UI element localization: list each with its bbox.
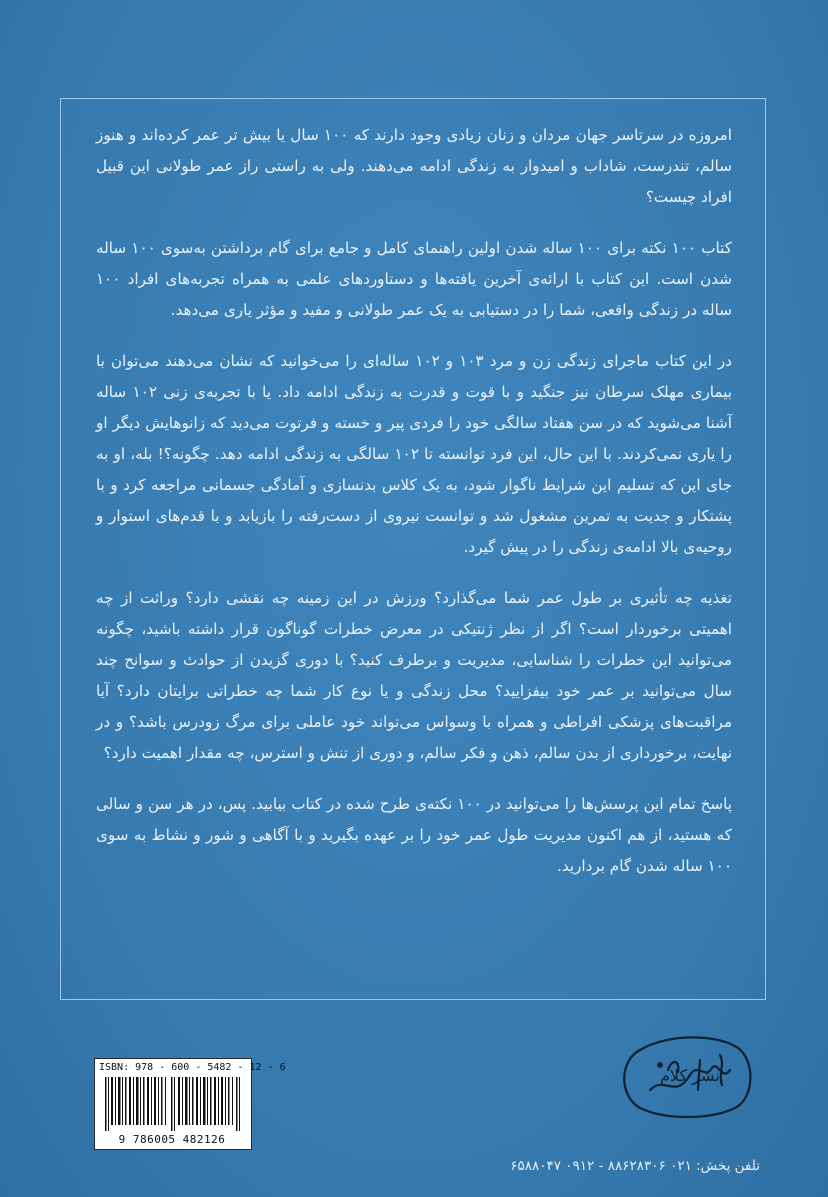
barcode-icon — [103, 1077, 243, 1131]
distribution-phone: تلفن پخش: ۰۲۱ ۸۸۶۲۸۳۰۶ - ۰۹۱۲ ۶۵۸۸۰۴۷ — [510, 1158, 760, 1174]
paragraph-4: تغذیه چه تأثیری بر طول عمر شما می‌گذارد؟ ورزش در این زمینه چه نقشی دارد؟ وراثت از چه اهمیتی برخوردار است؟ اگر از نظر ژنتیکی در معرض خطرات گوناگون قرار داشته باشید، چگونه می‌توانید این خطرات را شناسایی، مدیریت و برطرف کنید؟ با دوری گزیدن از حوادث و سوانح چند سال می‌توانید بر عمر خود بیفزایید؟ محل زندگی و یا نوع کار شما چه خطراتی برایتان دارد؟ آیا مراقبت‌های پزشکی افراطی و همراه با وسواس می‌تواند خود عاملی برای مرگ زودرس باشد؟ و در نهایت، برخورداری از بدن سالم، ذهن و فکر سالم، و دوری از تنش و استرس، چه مقدار اهمیت دارد؟ — [96, 589, 732, 762]
publisher-name: نشر کلام — [660, 1066, 720, 1085]
isbn-label: ISBN: 978 - 600 - 5482 - 12 - 6 — [99, 1062, 286, 1073]
paragraph-3: در این کتاب ماجرای زندگی زن و مرد ۱۰۳ و ۱۰۲ ساله‌ای را می‌خوانید که نشان می‌دهند می‌توان با بیماری مهلک سرطان نیز جنگید و با قوت و قدرت به زندگی ادامه داد. یا با تجربه‌ی زنی ۱۰۲ ساله آشنا می‌شوید که در سن هفتاد سالگی خود را فردی پیر و خسته و فرتوت می‌دید که زانوهایش دیگر او را یاری نمی‌کردند. با این حال، این فرد توانسته تا ۱۰۲ سالگی به زندگی ادامه دهد. چگونه؟! بله، او به جای این که تسلیم این شرایط ناگوار شود، به یک کلاس بدنسازی و آمادگی جسمانی مراجعه کرد و با پشتکار و جدیت به تمرین مشغول شد و توانست نیروی از دست‌رفته را بازیابد و با قدم‌های استوار و روحیه‌ی بالا ادامه‌ی زندگی را در پیش گیرد. — [96, 352, 733, 556]
paragraph-1: امروزه در سرتاسر جهان مردان و زنان زیادی وجود دارند که ۱۰۰ سال یا بیش تر عمر کرده‌اند و هنوز سالم، تندرست، شاداب و امیدوار به زندگی ادامه می‌دهند. ولی به راستی راز عمر طولانی این قبیل افراد چیست؟ — [96, 126, 732, 206]
isbn-digits: 9 786005 482126 — [118, 1133, 226, 1146]
paragraph-2: کتاب ۱۰۰ نکته برای ۱۰۰ ساله شدن اولین راهنمای کامل و جامع برای گام برداشتن به‌سوی ۱۰۰ ساله شدن است. این کتاب با ارائه‌ی آخرین یافته‌ها و دستاوردهای علمی به همراه تجربه‌های افراد ۱۰۰ ساله در زندگی واقعی، شما را در دستیابی به یک عمر طولانی و مفید و مؤثر یاری می‌دهد. — [96, 239, 732, 319]
back-cover-text — [96, 120, 732, 902]
isbn-barcode-box — [94, 1058, 286, 1150]
paragraph-5: پاسخ تمام این پرسش‌ها را می‌توانید در ۱۰۰ نکته‌ی طرح شده در کتاب بیابید. پس، در هر سن و سالی که هستید، از هم اکنون مدیریت طول عمر خود را بر عهده بگیرید و با آگاهی و شور و نشاط به سوی ۱۰۰ ساله شدن گام بردارید. — [96, 795, 732, 875]
